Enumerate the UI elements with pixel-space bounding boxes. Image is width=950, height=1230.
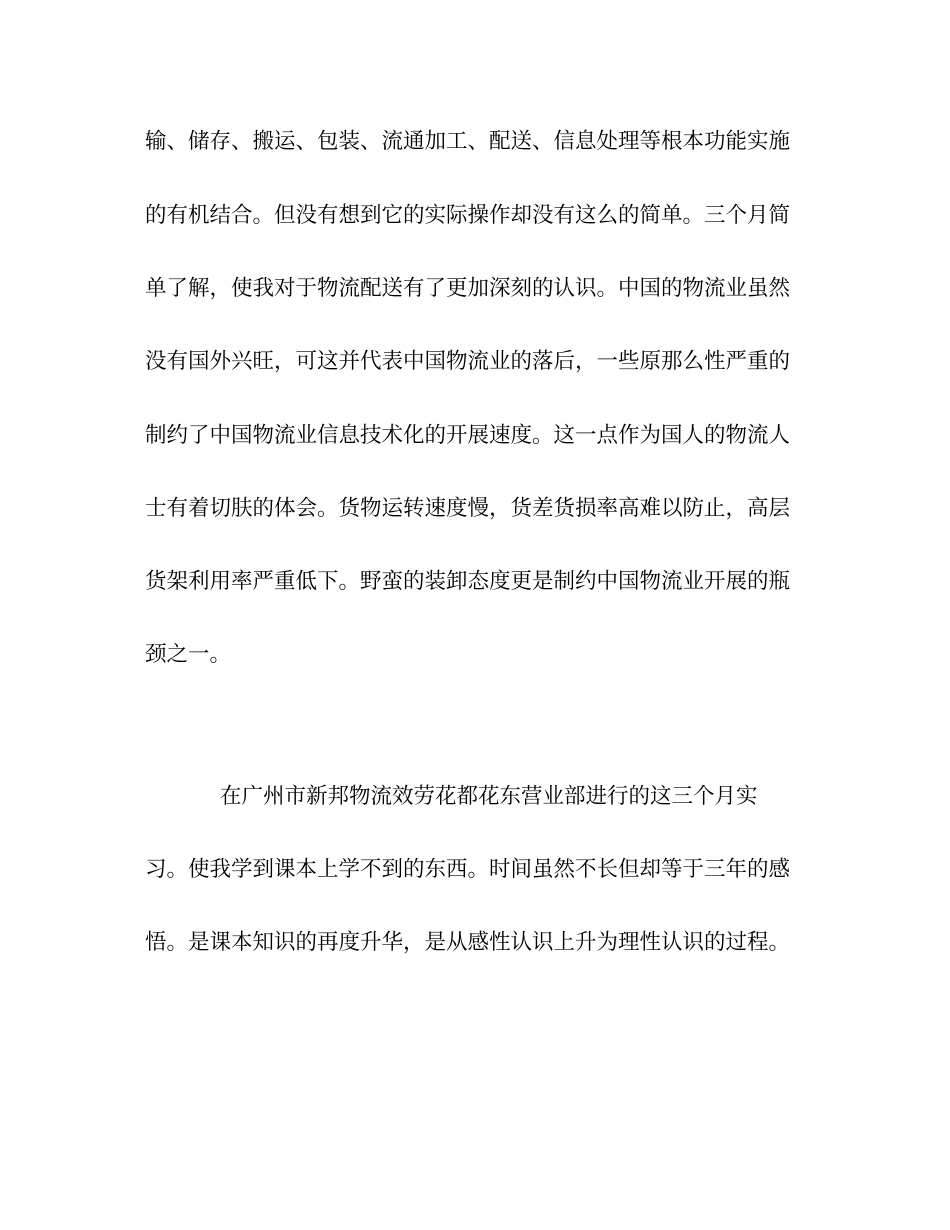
- paragraph-1-line-8: 颈之一。: [145, 642, 232, 667]
- paragraph-1-line-2: 的有机结合。但没有想到它的实际操作却没有这么的简单。三个月简: [145, 203, 791, 228]
- paragraph-2-line-1: 在广州市新邦物流效劳花都花东营业部进行的这三个月实: [220, 784, 758, 809]
- paragraph-1-line-6: 士有着切肤的体会。货物运转速度慢，货差货损率高难以防止，高层: [145, 496, 791, 521]
- paragraph-1-line-1: 输、储存、搬运、包装、流通加工、配送、信息处理等根本功能实施: [145, 129, 791, 154]
- paragraph-1-line-3: 单了解，使我对于物流配送有了更加深刻的认识。中国的物流业虽然: [145, 276, 791, 301]
- paragraph-1-line-7: 货架利用率严重低下。野蛮的装卸态度更是制约中国物流业开展的瓶: [145, 569, 791, 594]
- paragraph-1-line-5: 制约了中国物流业信息技术化的开展速度。这一点作为国人的物流人: [145, 423, 791, 448]
- paragraph-2-line-2: 习。使我学到课本上学不到的东西。时间虽然不长但却等于三年的感: [145, 857, 791, 882]
- paragraph-2-line-3: 悟。是课本知识的再度升华，是从感性认识上升为理性认识的过程。: [145, 930, 791, 955]
- paragraph-1-line-4: 没有国外兴旺，可这并代表中国物流业的落后，一些原那么性严重的: [145, 349, 791, 374]
